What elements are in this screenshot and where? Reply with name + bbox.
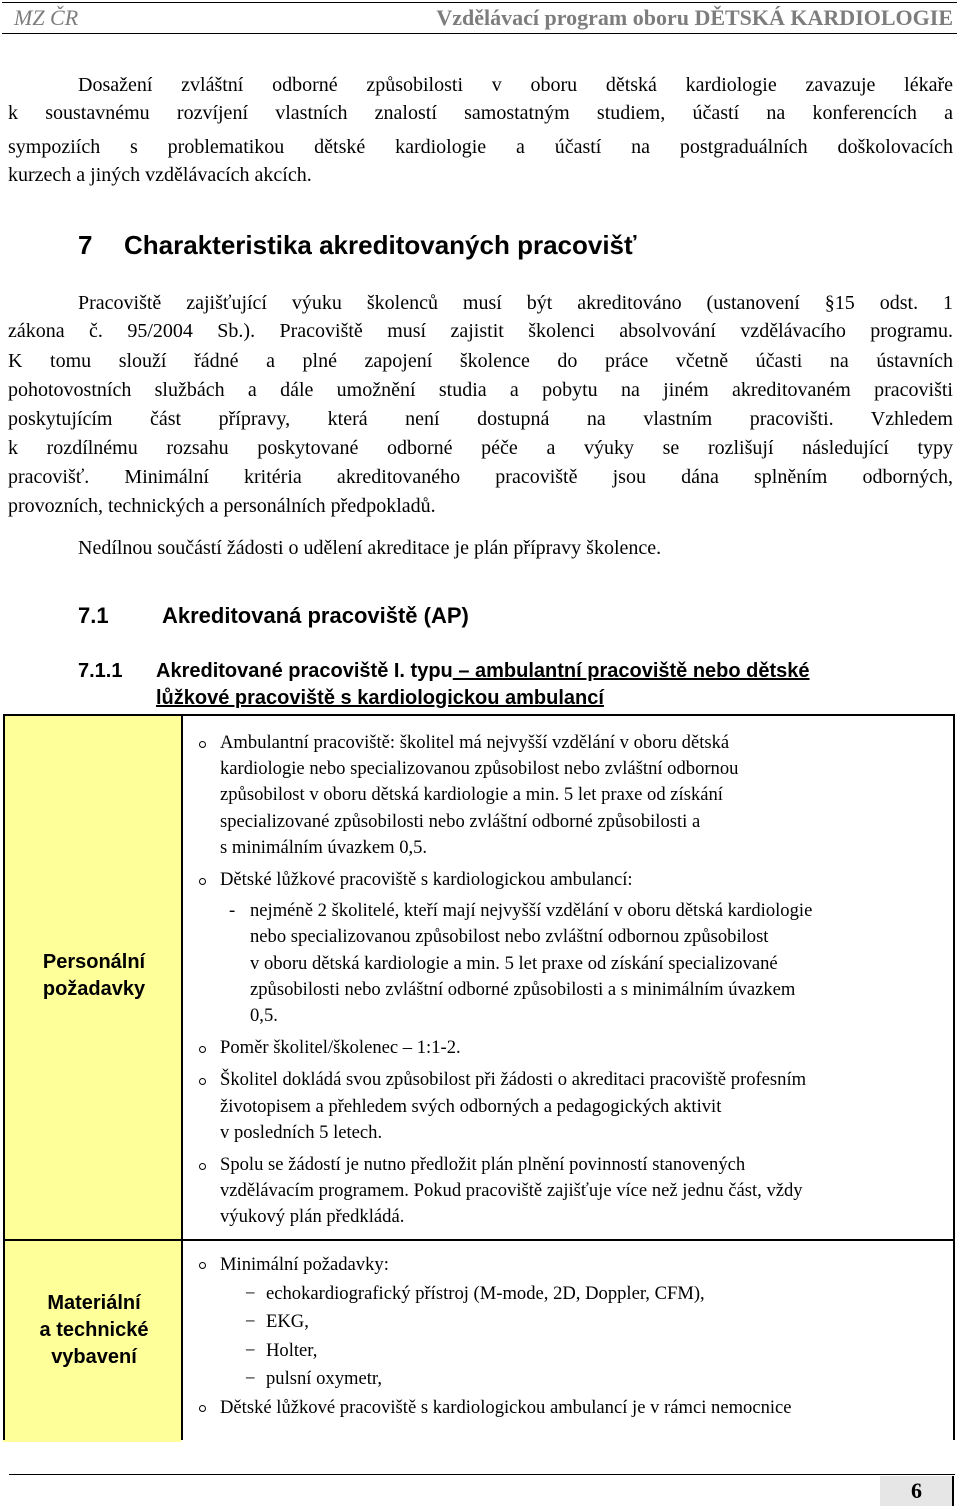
title-part-b: – ambulantní pracoviště nebo dětské <box>452 660 810 682</box>
page-header <box>2 2 957 34</box>
equipment-item <box>195 1365 950 1394</box>
label-line: vybavení <box>51 1346 137 1368</box>
section-number: 7.1.1 <box>78 660 123 682</box>
item-line: nejméně 2 školitelé, kteří mají nejvyšší vzdělání v oboru dětská kardiologie <box>250 900 813 922</box>
label-line: a technické <box>39 1319 149 1341</box>
equipment-item <box>195 1337 950 1366</box>
section-title: Akreditovaná pracoviště (AP) <box>162 603 469 628</box>
sub-item <box>205 898 950 1029</box>
para-line: Pracoviště zajišťující výuku školenců musí být akreditováno (ustanovení §15 odst. 1 <box>78 292 953 314</box>
section-title: Charakteristika akreditovaných pracovišť <box>124 230 637 260</box>
title-part-a: Akreditované pracoviště I. typu <box>156 660 453 682</box>
para-line: k rozdílnému rozsahu poskytované odborné péče a výuky se rozlišují následující typy <box>8 437 953 459</box>
intro-line: kurzech a jiných vzdělávacích akcích. <box>8 164 312 186</box>
equipment-item <box>195 1308 950 1337</box>
section-title-line2: lůžkové pracoviště s kardiologickou ambulancí <box>156 687 604 709</box>
item-line: způsobilosti nebo zvláštní odborné způsobilosti a s minimálním úvazkem <box>250 978 796 1000</box>
row-label-material <box>5 1290 183 1371</box>
item-line: způsobilost v oboru dětská kardiologie a min. 5 let praxe od získání <box>220 784 723 806</box>
label-line: Personální <box>42 951 146 973</box>
item-line: v posledních 5 letech. <box>220 1121 383 1143</box>
dash-marker: - <box>229 900 236 922</box>
list-item <box>195 1394 950 1423</box>
list-item <box>195 730 950 861</box>
item-line: kardiologie nebo specializovanou způsobilost nebo zvláštní odbornou <box>220 758 739 780</box>
header-left: MZ ČR <box>14 5 79 30</box>
equipment-text: pulsní oxymetr, <box>266 1368 382 1390</box>
equipment-text: echokardiografický přístroj (M-mode, 2D, Doppler, CFM), <box>266 1282 705 1304</box>
section-number: 7 <box>78 230 93 260</box>
item-line: Spolu se žádostí je nutno předložit plán plnění povinností stanovených <box>220 1154 746 1176</box>
para-line: pohotovostních službách a dále umožnění studia a pobytu na jiném akreditovaném pracovišti <box>8 379 953 401</box>
section-number: 7.1 <box>78 603 109 628</box>
label-line: požadavky <box>42 978 146 1000</box>
intro-line: Dosažení zvláštní odborné způsobilosti v oboru dětská kardiologie zavazuje lékaře <box>78 74 953 96</box>
dash-marker: − <box>245 1311 256 1333</box>
equipment-text: EKG, <box>266 1311 309 1333</box>
item-line: s minimálním úvazkem 0,5. <box>220 836 428 858</box>
label-line: Materiální <box>47 1292 141 1314</box>
para-note: Nedílnou součástí žádosti o udělení akreditace je plán přípravy školence. <box>78 537 662 559</box>
section-7-heading <box>78 230 636 261</box>
row-label-personal <box>5 949 183 1003</box>
item-line: specializované způsobilosti nebo zvláštní odborné způsobilosti a <box>220 810 701 832</box>
para-line: provozních, technických a personálních předpokladů. <box>8 495 436 517</box>
item-line: v oboru dětská kardiologie a min. 5 let praxe od získání specializované <box>250 952 778 974</box>
item-line: životopisem a přehledem svých odborných a pedagogických aktivit <box>220 1095 722 1117</box>
dash-marker: − <box>245 1339 256 1361</box>
list-item <box>195 1035 950 1061</box>
intro-line: sympoziích s problematikou dětské kardiologie a účastí na postgraduálních doškolovacích <box>8 136 953 158</box>
list-item <box>195 867 950 893</box>
item-line: Dětské lůžkové pracoviště s kardiologickou ambulancí je v rámci nemocnice <box>220 1396 792 1418</box>
para-line: poskytujícím část přípravy, která není dostupná na vlastním pracovišti. Vzhledem <box>8 408 953 430</box>
header-right: Vzdělávací program oboru DĚTSKÁ KARDIOLOGIE <box>436 5 953 30</box>
personal-requirements-list <box>195 730 950 1231</box>
item-line: Školitel dokládá svou způsobilost při žádosti o akreditaci pracoviště profesním <box>220 1069 807 1091</box>
para-line: K tomu slouží řádné a plné zapojení školence do práce včetně účasti na ústavních <box>8 350 953 372</box>
item-line: Ambulantní pracoviště: školitel má nejvyšší vzdělání v oboru dětská <box>220 732 730 753</box>
equipment-item <box>195 1280 950 1309</box>
table-divider-horizontal <box>3 1239 955 1241</box>
list-item <box>195 1067 950 1146</box>
item-line: Dětské lůžkové pracoviště s kardiologickou ambulancí: <box>220 869 633 891</box>
item-line: 0,5. <box>250 1005 278 1027</box>
dash-marker: − <box>245 1368 256 1390</box>
section-title-line1 <box>156 658 810 685</box>
equipment-text: Holter, <box>266 1339 318 1361</box>
para-line: zákona č. 95/2004 Sb.). Pracoviště musí zajistit školenci absolvování vzdělávacího programu. <box>8 320 953 342</box>
item-line: vzdělávacím programem. Pokud pracoviště zajišťuje více než jednu část, vždy <box>220 1180 803 1202</box>
para-line: pracovišť. Minimální kritéria akreditovaného pracoviště jsou dána splněním odborných, <box>8 466 953 488</box>
footer-rule <box>9 1474 955 1475</box>
material-requirements-list <box>195 1251 950 1423</box>
list-item <box>195 1152 950 1231</box>
section-7-1-heading <box>78 603 469 629</box>
page-number: 6 <box>880 1476 954 1506</box>
item-line: nebo specializovanou způsobilost nebo zvláštní odbornou způsobilost <box>250 926 769 948</box>
list-item <box>195 1251 950 1280</box>
item-line: výukový plán předkládá. <box>220 1206 405 1228</box>
dash-marker: − <box>245 1282 256 1304</box>
intro-line: k soustavnému rozvíjení vlastních znalostí samostatným studiem, účastí na konferencích a <box>8 102 953 124</box>
item-line: Minimální požadavky: <box>220 1254 389 1275</box>
item-line: Poměr školitel/školenec – 1:1-2. <box>220 1037 461 1059</box>
